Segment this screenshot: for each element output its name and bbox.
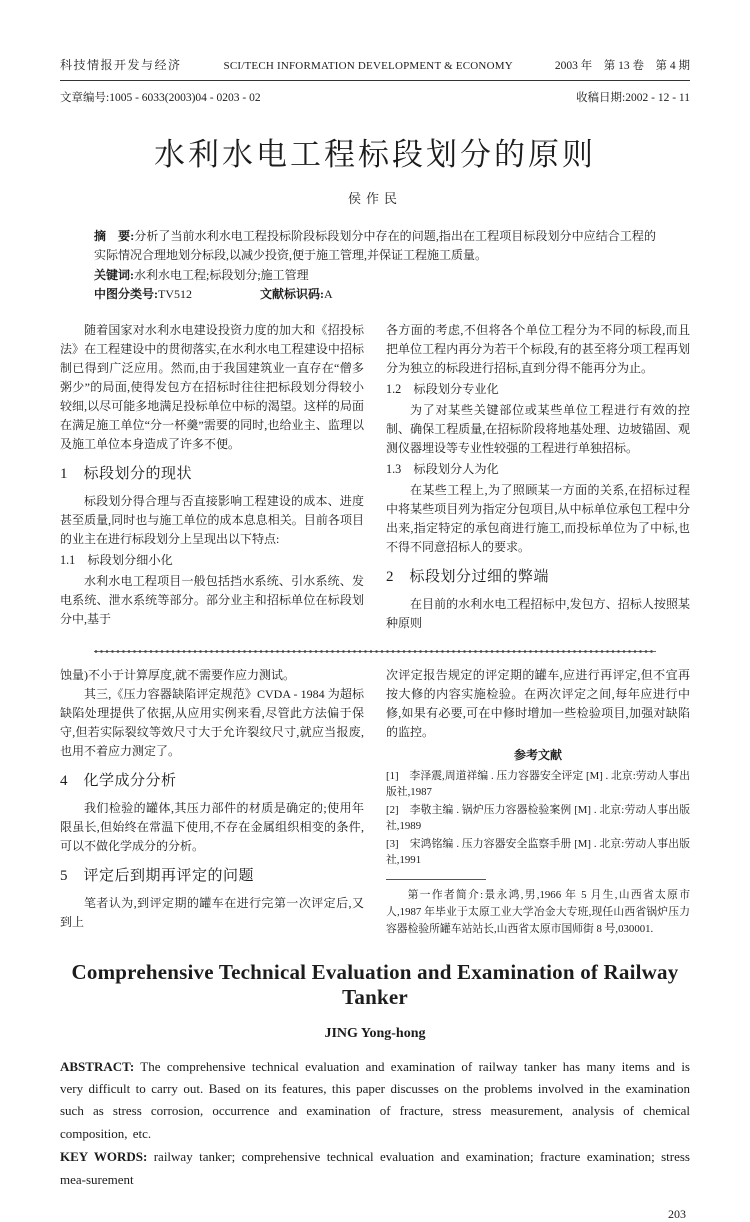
reference-item: [1] 李泽震,周道祥编 . 压力容器安全评定 [M] . 北京:劳动人事出版社,1987	[386, 769, 690, 799]
body-paragraph: 为了对某些关键部位或某些单位工程进行有效的控制、确保工程质量,在招标阶段将地基处理、边坡锚固、观测仪器埋设等专业性较强的工程进行单独招标。	[386, 402, 690, 455]
prev-left-column	[60, 666, 364, 938]
keywords-label: 关键词:	[94, 267, 134, 282]
abstract-text: 分析了当前水利水电工程投标阶段标段划分中存在的问题,指出在工程项目标段划分中应结合工程的实际情况合理地划分标段,以减少投资,便于施工管理,并保证工程施工质量。	[94, 229, 656, 263]
body-paragraph: 笔者认为,到评定期的罐车在进行完第一次评定后,又到上	[60, 895, 364, 929]
classification-line	[94, 285, 656, 304]
subsection-heading-1-3: 1.3 标段划分人为化	[386, 461, 499, 476]
body-paragraph: 标段划分得合理与否直接影响工程建设的成本、进度甚至质量,同时也与施工单位的成本息息相关。目前各项目的业主在进行标段划分上呈现出以下特点:	[60, 493, 364, 546]
article-author: 侯作民	[347, 191, 402, 206]
section-heading-5: 5 评定后到期再评定的问题	[60, 867, 255, 884]
abstract-block	[94, 227, 656, 305]
body-paragraph: 在目前的水利水电工程招标中,发包方、招标人按照某种原则	[386, 596, 690, 630]
keywords-line	[94, 266, 656, 285]
reference-item: [3] 宋鸿铭编 . 压力容器安全监察手册 [M] . 北京:劳动人事出版社,1991	[386, 837, 690, 867]
header-meta-row	[60, 89, 690, 105]
english-keywords-text: railway tanker; comprehensive technical evaluation and examination; fracture examination; stress mea-surement	[60, 1149, 690, 1187]
english-author: JING Yong-hong	[324, 1025, 426, 1041]
bio-divider	[386, 879, 486, 880]
english-title: Comprehensive Technical Evaluation and Examination of Railway Tanker	[71, 959, 679, 1009]
keywords-text: 水利水电工程;标段划分;施工管理	[134, 267, 309, 282]
english-abstract-label: ABSTRACT:	[60, 1058, 135, 1074]
section-heading-4: 4 化学成分分析	[60, 772, 177, 789]
journal-name-cn: 科技情报开发与经济	[60, 58, 182, 72]
left-column	[60, 321, 364, 633]
subsection-heading-1-2: 1.2 标段划分专业化	[386, 381, 499, 396]
english-keywords-label: KEY WORDS:	[60, 1149, 148, 1165]
clc-value: TV512	[158, 287, 192, 302]
reference-item: [2] 李敬主编 . 锅炉压力容器检验案例 [M] . 北京:劳动人事出版社,1989	[386, 803, 690, 833]
header-rule	[60, 80, 690, 81]
body-paragraph: 水利水电工程项目一般包括挡水系统、引水系统、发电系统、泄水系统等部分。部分业主和招标单位在标段划分中,基于	[60, 573, 364, 626]
body-paragraph: 随着国家对水利水电建设投资力度的加大和《招投标法》在工程建设中的贯彻落实,在水利水电工程建设中招标制已得到广泛应用。然而,由于我国建筑业一直存在“僧多粥少”的局面,使得发包方在招标时往往把标段划分得较小较细,以尽可能多地满足投标单位中标的渴望。这样的局面在满足施工单位“分一杯羹”需要的同时,也给业主、监理以及施工单位本身造成了许多不便。	[60, 322, 364, 451]
body-paragraph: 其三,《压力容器缺陷评定规范》CVDA - 1984 为超标缺陷处理提供了依据,从应用实例来看,尽管此方法偏于保守,但若实际裂纹等效尺寸大于允许裂纹尺寸,就应当报废,也用不着应力测定了。	[60, 686, 364, 758]
journal-header	[60, 56, 690, 73]
article-body	[60, 321, 690, 633]
article-title: 水利水电工程标段划分的原则	[154, 137, 596, 172]
doc-code-value: A	[324, 287, 333, 302]
section-heading-1: 1 标段划分的现状	[60, 465, 193, 482]
abstract-label: 摘 要:	[94, 229, 135, 243]
subsection-heading-1-1: 1.1 标段划分细小化	[60, 552, 173, 567]
references-heading: 参考文献	[513, 747, 562, 762]
doc-code-label: 文献标识码:	[260, 287, 324, 302]
received-date: 收稿日期:2002 - 12 - 11	[576, 92, 690, 104]
body-paragraph: 我们检验的罐体,其压力部件的材质是确定的;使用年限虽长,但始终在常温下使用,不存在金属组织相变的条件,可以不做化学成分的分析。	[60, 800, 364, 853]
body-paragraph: 蚀量)不小于计算厚度,就不需要作应力测试。	[60, 667, 295, 682]
article-number: 文章编号:1005 - 6033(2003)04 - 0203 - 02	[60, 92, 261, 104]
english-abstract	[60, 1056, 690, 1145]
right-column	[386, 321, 690, 633]
clc-label: 中图分类号:	[94, 287, 158, 302]
body-paragraph: 各方面的考虑,不但将各个单位工程分为不同的标段,而且把单位工程内再分为若干个标段,有的甚至将分项工程再划分为独立的标段进行招标,直到分得不能再分为止。	[386, 322, 690, 375]
page-number: 203	[668, 1206, 686, 1221]
previous-article-body	[60, 666, 690, 938]
body-paragraph: 次评定报告规定的评定期的罐车,应进行再评定,但不宜再按大修的内容实施检验。在两次评定之间,每年应进行中修,如果有必要,可在中修时增加一些检验项目,加强对缺陷的监控。	[386, 667, 690, 739]
prev-right-column	[386, 666, 690, 938]
author-bio: 第一作者简介:景永鸿,男,1966 年 5 月生,山西省太原市人,1987 年毕业于太原工业大学冶金大专班,现任山西省锅炉压力容器检验所罐车站站长,山西省太原市国师街 8 号,030001.	[386, 888, 690, 935]
article-divider	[94, 649, 656, 654]
journal-issue: 2003 年 第 13 卷 第 4 期	[554, 60, 690, 72]
english-keywords	[60, 1146, 690, 1191]
section-heading-2: 2 标段划分过细的弊端	[386, 568, 550, 585]
english-abstract-text: The comprehensive technical evaluation and examination of railway tanker has many items and is very difficult to carry out. Based on its features, this paper discusses on the problems involved in the examination such as stress corrosion, occurrence and examination of fracture, stress measurement, analysis of chemical composition, etc.	[60, 1058, 690, 1141]
abstract-paragraph	[94, 227, 656, 266]
body-paragraph: 在某些工程上,为了照顾某一方面的关系,在招标过程中将某些项目列为指定分包项目,从中标单位承包工程中分出来,指定特定的承包商进行施工,而投标单位为了中标,也不得不同意招标人的要求。	[386, 482, 690, 554]
journal-name-en: SCI/TECH INFORMATION DEVELOPMENT & ECONOMY	[223, 60, 513, 72]
